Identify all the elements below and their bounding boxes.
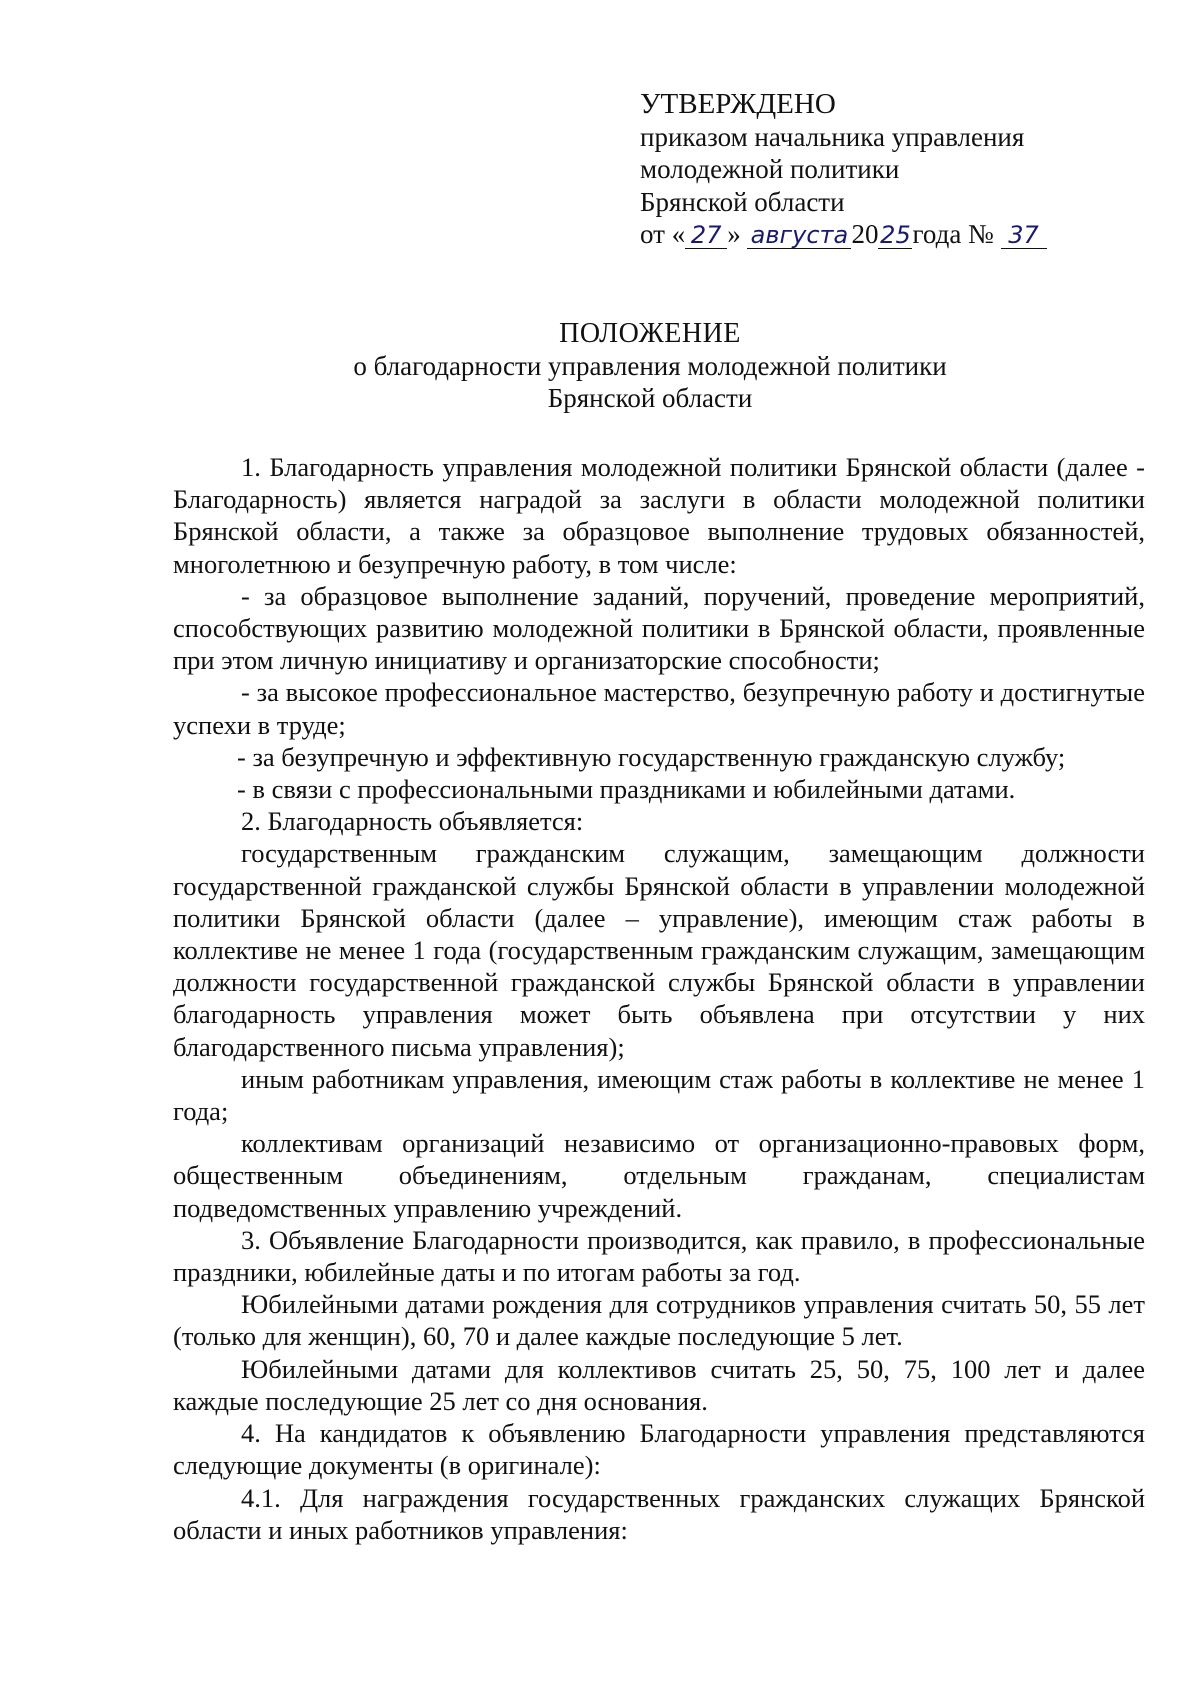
paragraph-3-birth-jubilees: Юбилейными датами рождения для сотрудников управления считать 50, 55 лет (только для женщин), 60, 70 и далее каждые последующие 5 лет. — [173, 1289, 1145, 1352]
handwritten-year: 25 — [880, 221, 911, 249]
approval-line-2: молодежной политики — [640, 154, 900, 184]
document-title: ПОЛОЖЕНИЕ — [559, 318, 741, 349]
document-subtitle-2: Брянской области — [547, 383, 753, 413]
paragraph-bullet-2: - за высокое профессиональное мастерство, безупречную работу и достигнутые успехи в труде; — [173, 677, 1145, 740]
title-block — [170, 318, 1130, 414]
paragraph-2-collectives: коллективам организаций независимо от организационно-правовых форм, общественным объединениям, отдельным гражданам, специалистам подведомственных управлению учреждений. — [173, 1128, 1145, 1223]
paragraph-bullet-3: - за безупречную и эффективную государственную гражданскую службу; — [237, 741, 1066, 772]
paragraph-3-collective-jubilees: Юбилейными датами для коллективов считать 25, 50, 75, 100 лет и далее каждые последующие 25 лет со дня основания. — [173, 1353, 1145, 1416]
approval-block — [640, 88, 1160, 251]
year-prefix: 20 — [851, 219, 879, 249]
date-prefix: от « — [640, 219, 686, 249]
approval-date-line — [640, 218, 1160, 251]
paragraph-2: 2. Благодарность объявляется: — [241, 806, 584, 837]
paragraph-4: 4. На кандидатов к объявлению Благодарности управления представляются следующие документы (в оригинале): — [173, 1418, 1145, 1481]
year-suffix: года № — [912, 219, 994, 249]
document-body — [173, 451, 1145, 1546]
handwritten-month: августа — [747, 222, 851, 249]
paragraph-2-other-workers: иным работникам управления, имеющим стаж работы в коллективе не менее 1 года; — [173, 1063, 1145, 1127]
handwritten-day: 27 — [685, 222, 727, 249]
paragraph-bullet-1: - за образцовое выполнение заданий, поручений, проведение мероприятий, способствующих развитию молодежной политики в Брянской области, проявленные при этом личную инициативу и организаторские способности; — [173, 580, 1145, 676]
approved-heading: УТВЕРЖДЕНО — [640, 88, 836, 120]
approval-line-1: приказом начальника управления — [640, 121, 1025, 152]
handwritten-order-number: 37 — [1001, 222, 1047, 249]
paragraph-3: 3. Объявление Благодарности производится, как правило, в профессиональные праздники, юбилейные даты и по итогам работы за год. — [173, 1224, 1145, 1288]
paragraph-4-1: 4.1. Для награждения государственных гражданских служащих Брянской области и иных работников управления: — [173, 1482, 1145, 1545]
date-mid: » — [727, 219, 741, 249]
paragraph-1: 1. Благодарность управления молодежной политики Брянской области (далее - Благодарность) является наградой за заслуги в области молодежной политики Брянской области, а также за образцовое выполнение трудовых обязанностей, многолетнюю и безупречную работу, в том числе: — [173, 452, 1145, 579]
paragraph-bullet-4: - в связи с профессиональными праздниками и юбилейными датами. — [237, 774, 1016, 805]
approval-line-3: Брянской области — [640, 186, 845, 217]
paragraph-2-civil-servants: государственным гражданским служащим, замещающим должности государственной гражданской службы Брянской области в управлении молодежной политики Брянской области (далее – управление), имеющим стаж работы в коллективе не менее 1 года (государственным гражданским служащим, замещающим должности государственной гражданской службы Брянской области в управлении благодарность управления может быть объявлена при отсутствии у них благодарственного письма управления); — [173, 838, 1145, 1062]
document-subtitle-1: о благодарности управления молодежной политики — [353, 351, 947, 381]
